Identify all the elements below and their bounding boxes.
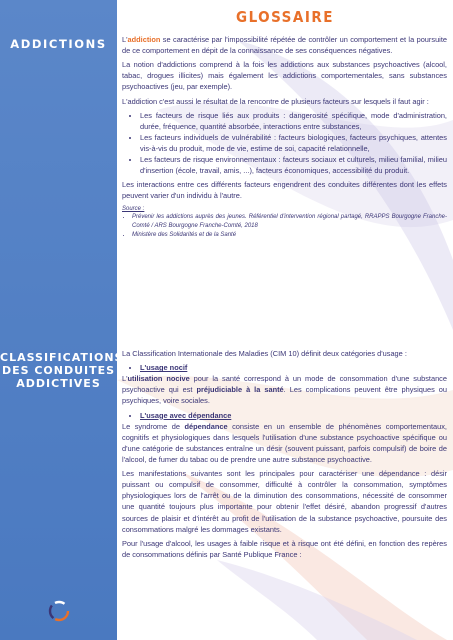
list-item: • Les facteurs de risque liés aux produits : dangerosité spécifique, mode d'administration, durée, fréquence, quantité absorbée, interactions entre substances, xyxy=(140,110,447,132)
dependance-text xyxy=(122,421,447,465)
term-dependance: dépendance xyxy=(184,421,228,431)
usage-nocif-text xyxy=(122,373,447,406)
manifestations-text: Les manifestations suivantes sont les principales pour caractériser une dépendance : désir puissant ou compulsif de consommer, difficulté à contrôler la consommation, symptômes physiologiques lors de l'arrêt ou de la diminution des consommations, nécessité de consommer une quantité toujours plus importante pour obtenir l'effet désiré, abandon progressif d'autres sources de plaisir et d'intérêt au profit de l'utilisation de la substance psychoactive, poursuite des consommations malgré les dommages existants. xyxy=(122,469,447,534)
list-item: • Les facteurs de risque environnementaux : facteurs sociaux et culturels, milieu familial, milieu d'insertion (école, travail, amis, ...), facteurs économiques, accessibilité du produit. xyxy=(140,154,447,176)
text-fragment: . Les complications peuvent être physiques ou psychiques, voire sociales. xyxy=(122,385,447,406)
section-label-line: DES CONDUITES xyxy=(1,363,116,377)
factors-list xyxy=(122,110,447,177)
classifications-section xyxy=(122,348,447,563)
list-item: • Ministère des Solidarités et de la Santé xyxy=(132,231,447,240)
text-fragment: se caractérise par l'impossibilité répétée de contrôler un comportement et la poursuite de ce comportement en dépit de la connaissance de ses conséquences négatives. xyxy=(122,35,447,56)
dependance-title: • L'usage avec dépendance xyxy=(140,410,447,421)
addiction-definition xyxy=(122,34,447,56)
term-addiction: addiction xyxy=(127,35,161,44)
logo-icon xyxy=(48,600,70,622)
addiction-interactions: Les interactions entre ces différents facteurs engendrent des conduites différentes dont les effets peuvent varier d'un individu à l'autre. xyxy=(122,180,447,201)
dependance-heading-list xyxy=(122,410,447,421)
addiction-notion: La notion d'addictions comprend à la fois les addictions aux substances psychoactives (alcool, tabac, drogues illicites) mais également les addictions comportementales, sans substances psychoactives (jeu, par exemple). xyxy=(122,60,447,92)
section-label-addictions: ADDICTIONS xyxy=(10,37,107,51)
sidebar xyxy=(0,0,124,640)
alcool-usage-text: Pour l'usage d'alcool, les usages à faible risque et à risque ont été défini, en fonction des repères de consommations définis par Santé Publique France : xyxy=(122,538,447,559)
text-fragment: L' xyxy=(122,35,128,44)
text-fragment: L' xyxy=(122,374,128,384)
usage-nocif-heading-list xyxy=(122,362,447,373)
page-title: GLOSSAIRE xyxy=(236,8,334,26)
term-utilisation-nocive: utilisation nocive xyxy=(127,374,190,384)
source-label: Source : xyxy=(122,205,145,212)
text-fragment: pour la santé correspond à un mode de consommation d'une substance psychoactive qui est xyxy=(122,374,447,395)
list-item: • Les facteurs individuels de vulnérabilité : facteurs biologiques, facteurs psychiques, attentes vis-à-vis du produit, mode de vie, estime de soi, capacité relationnelle, xyxy=(140,132,447,154)
section-label-line: CLASSIFICATIONS xyxy=(0,351,124,364)
usage-nocif-title: • L'usage nocif xyxy=(140,362,447,373)
section-label-line: ADDICTIVES xyxy=(16,376,101,390)
section-label-classifications xyxy=(0,351,124,391)
sources-list xyxy=(122,213,447,239)
term-prejudiciable: préjudiciable à la santé xyxy=(196,385,284,395)
list-item: • Prévenir les addictions auprès des jeunes. Référentiel d'intervention régional partagé, RRAPPS Bourgogne Franche-Comté / ARS Bourgogne Franche-Comté, 2018 xyxy=(132,213,447,230)
sources-block xyxy=(122,205,447,240)
classification-intro: La Classification Internationale des Maladies (CIM 10) définit deux catégories d'usage : xyxy=(122,349,407,358)
addiction-factors-intro: L'addiction c'est aussi le résultat de la rencontre de plusieurs facteurs sur lesquels il faut agir : xyxy=(122,96,429,106)
text-fragment: consiste en un ensemble de phénomènes comportementaux, cognitifs et physiologiques dans lesquels l'utilisation d'une substance psychoactive spécifique ou d'une catégorie de substances entraîne un désir (souvent puissant, parfois compulsif) de boire de l'alcool, de fumer du tabac ou de prendre une autre substance psychoactive. xyxy=(122,421,447,464)
text-fragment: Le syndrome de xyxy=(122,421,185,431)
addictions-section xyxy=(122,34,447,242)
